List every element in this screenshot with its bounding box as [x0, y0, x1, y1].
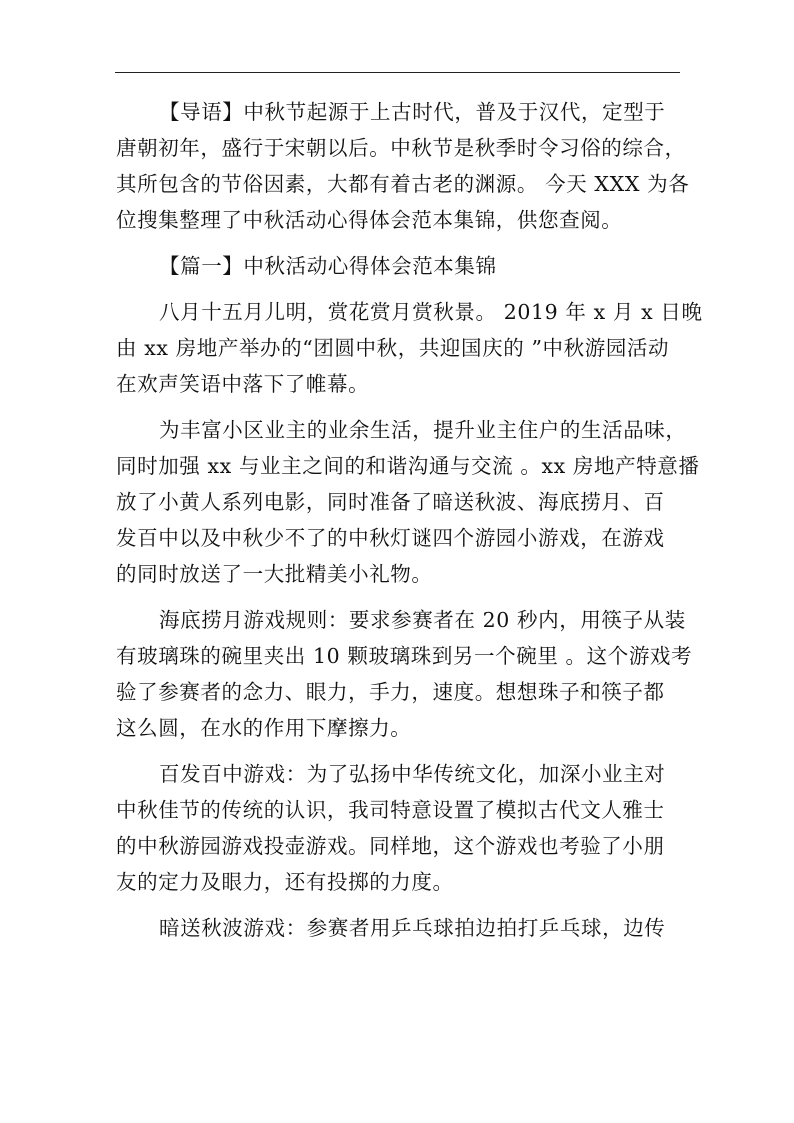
- text-line: 在欢声笑语中落下了帷幕。: [116, 372, 370, 396]
- section-heading: [116, 248, 682, 284]
- text-line: 海底捞月游戏规则：要求参赛者在 20 秒内，用筷子从装: [159, 608, 686, 632]
- paragraph: [116, 412, 700, 592]
- paragraph: [116, 910, 682, 946]
- text-line: 八月十五月儿明，赏花赏月赏秋景。 2019 年 x 月 x 日晚: [159, 300, 703, 324]
- text-line: 暗送秋波游戏：参赛者用乒乓球拍边拍打乒乓球，边传: [159, 916, 666, 940]
- text-line: 为丰富小区业主的业余生活，提升业主住户的生活品味，: [159, 418, 687, 442]
- header-rule: [115, 72, 680, 73]
- document-body: [116, 94, 703, 946]
- text-line: 同时加强 xx 与业主之间的和谐沟通与交流 。xx 房地产特意播: [116, 454, 700, 478]
- text-line: 百发百中游戏：为了弘扬中华传统文化，加深小业主对: [159, 762, 666, 786]
- text-line: 友的定力及眼力，还有投掷的力度。: [116, 870, 454, 894]
- paragraph: [116, 602, 693, 746]
- text-line: 的中秋游园游戏投壶游戏。同样地，这个游戏也考验了小朋: [116, 834, 665, 858]
- text-line: 位搜集整理了中秋活动心得体会范本集锦，供您查阅。: [116, 208, 623, 232]
- text-line: 这么圆，在水的作用下摩擦力。: [116, 716, 412, 740]
- text-line: 放了小黄人系列电影，同时准备了暗送秋波、海底捞月、百: [116, 490, 665, 514]
- text-line: 【篇一】中秋活动心得体会范本集锦: [159, 254, 497, 278]
- paragraph: [116, 294, 703, 402]
- text-line: 【导语】中秋节起源于上古时代，普及于汉代，定型于: [159, 100, 666, 124]
- text-line: 有玻璃珠的碗里夹出 10 颗玻璃珠到另一个碗里 。这个游戏考: [116, 644, 693, 668]
- intro-paragraph: [116, 94, 690, 238]
- text-line: 唐朝初年，盛行于宋朝以后。中秋节是秋季时令习俗的综合，: [116, 136, 686, 160]
- text-line: 的同时放送了一大批精美小礼物。: [116, 562, 433, 586]
- text-line: 由 xx 房地产举办的“团圆中秋，共迎国庆的 ”中秋游园活动: [116, 336, 670, 360]
- text-line: 中秋佳节的传统的认识，我司特意设置了模拟古代文人雅士: [116, 798, 665, 822]
- text-line: 验了参赛者的念力、眼力，手力，速度。想想珠子和筷子都: [116, 680, 665, 704]
- text-line: 其所包含的节俗因素，大都有着古老的渊源。 今天 XXX 为各: [116, 172, 690, 196]
- text-line: 发百中以及中秋少不了的中秋灯谜四个游园小游戏，在游戏: [116, 526, 665, 550]
- paragraph: [116, 756, 682, 900]
